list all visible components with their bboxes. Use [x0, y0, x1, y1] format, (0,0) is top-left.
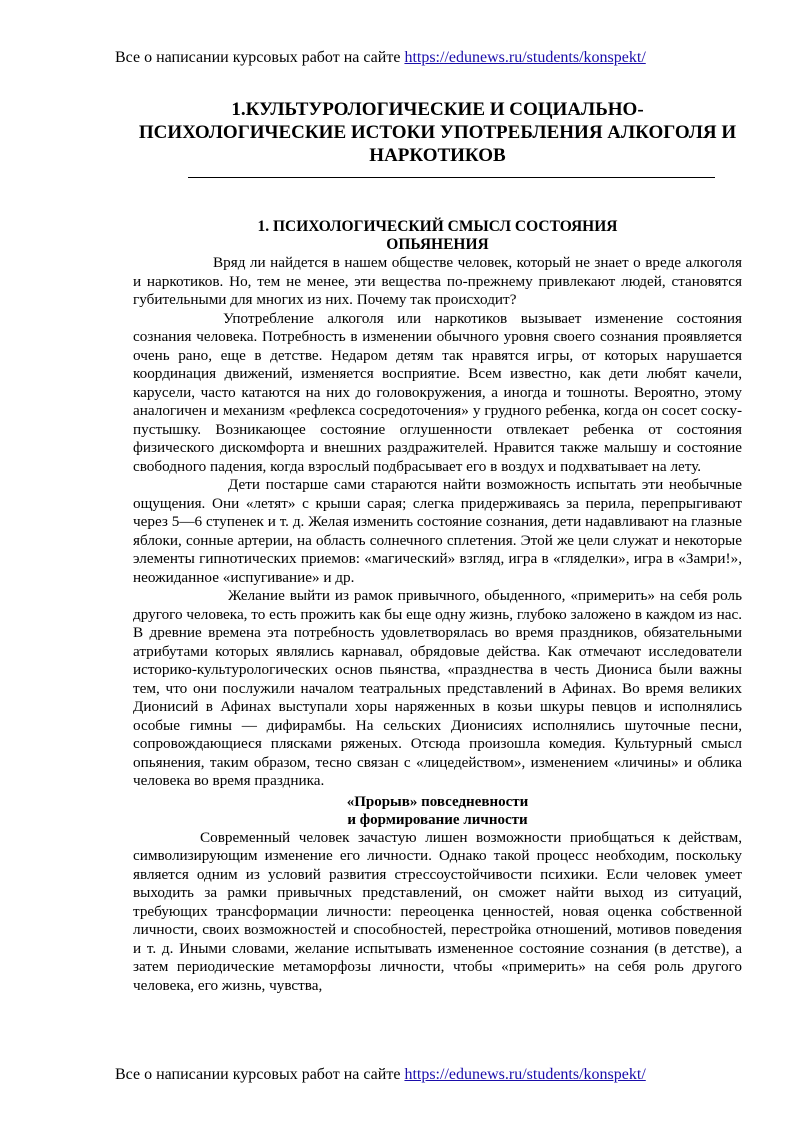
title-divider [188, 177, 715, 178]
chapter-title: 1.КУЛЬТУРОЛОГИЧЕСКИЕ И СОЦИАЛЬНО-ПСИХОЛОГИЧЕСКИЕ ИСТОКИ УПОТРЕБЛЕНИЯ АЛКОГОЛЯ И НАРКОТИКОВ [138, 99, 737, 166]
header-text: Все о написании курсовых работ на сайте [115, 49, 405, 66]
paragraph-5: Современный человек зачастую лишен возможности приобщаться к действам, символизирующим изменение его личности. Однако такой процесс необходим, поскольку является одним из условий развития стрессоустойчивости психики. Если человек умеет выходить за рамки привычных представлений, он сможет найти выход из ситуаций, требующих трансформации личности: переоценка ценностей, новая оценка собственной личности, своих возможностей и способностей, перестройка отношений, мотивов поведения и т. д. Иными словами, желание испытывать измененное состояние сознания (в детстве), а затем периодические метаморфозы личности, чтобы «примерить» на себя роль другого человека, его жизнь, чувства, [133, 828, 742, 994]
paragraph-1: Вряд ли найдется в нашем обществе человек, который не знает о вреде алкоголя и наркотиков. Но, тем не менее, эти вещества по-прежнему привлекают людей, становятся губительными для многих из них. Почему так происходит? [133, 254, 742, 308]
section-heading [133, 218, 742, 254]
page-header [115, 48, 715, 68]
subsection-heading-line2: и формирование личности [347, 811, 528, 828]
document-body [133, 98, 742, 995]
footer-text: Все о написании курсовых работ на сайте [115, 1066, 405, 1083]
footer-link[interactable]: https://edunews.ru/students/konspekt/ [404, 1066, 646, 1083]
paragraph-3: Дети постарше сами стараются найти возможность испытать эти необычные ощущения. Они «летят» с крыши сарая; слегка придерживаясь за перила, перепрыгивают через 5—6 ступенек и т. д. Желая изменить состояние сознания, дети надавливают на глазные яблоки, сонные артерии, на область солнечного сплетения. Этой же цели служат и некоторые элементы гипнотических приемов: «магический» взгляд, игра в «гляделки», игра в «Замри!», неожиданное «испугивание» и др. [133, 476, 742, 586]
section-heading-line1: 1. ПСИХОЛОГИЧЕСКИЙ СМЫСЛ СОСТОЯНИЯ [257, 218, 618, 235]
header-link[interactable]: https://edunews.ru/students/konspekt/ [404, 49, 646, 66]
page-footer [115, 1065, 715, 1085]
subsection-heading-line1: «Прорыв» повседневности [346, 793, 529, 810]
paragraph-4: Желание выйти из рамок привычного, обыденного, «примерить» на себя роль другого человека, то есть прожить как бы еще одну жизнь, глубоко заложено в каждом из нас. В древние времена эта потребность удовлетворялась во время праздников, обязательными атрибутами которых являлись карнавал, обрядовые действа. Как отмечают исследователи историко-культурологических основ пьянства, «празднества в честь Диониса были важны тем, что они послужили началом театральных представлений в Афинах. Во время великих Дионисий в Афинах выступали хоры наряженных в козьи шкуры певцов и исполнялись особые гимны — дифирамбы. На сельских Дионисиях исполнялись шуточные песни, сопровождающиеся плясками ряженых. Отсюда произошла комедия. Культурный смысл опьянения, таким образом, тесно связан с «лицедейством», изменением «личины» и облика человека во время праздника. [133, 587, 742, 789]
section-heading-line2: ОПЬЯНЕНИЯ [386, 236, 489, 253]
paragraph-2: Употребление алкоголя или наркотиков вызывает изменение состояния сознания человека. Потребность в изменении обычного уровня своего сознания проявляется очень рано, еще в детстве. Недаром детям так нравятся игры, от которых нарушается координация движений, изменяется восприятие. Всем известно, как дети любят качели, карусели, часто катаются на них до головокружения, а иногда и тошноты. Вероятно, этому аналогичен и механизм «рефлекса сосредоточения» у грудного ребенка, когда он сосет соску-пустышку. Возникающее состояние оглушенности отвлекает ребенка от состояния физического дискомфорта и внешних раздражителей. Нравится также малышу и состояние свободного падения, когда взрослый подбрасывает его в воздух и подхватывает на лету. [133, 309, 742, 475]
subsection-heading [133, 793, 742, 829]
